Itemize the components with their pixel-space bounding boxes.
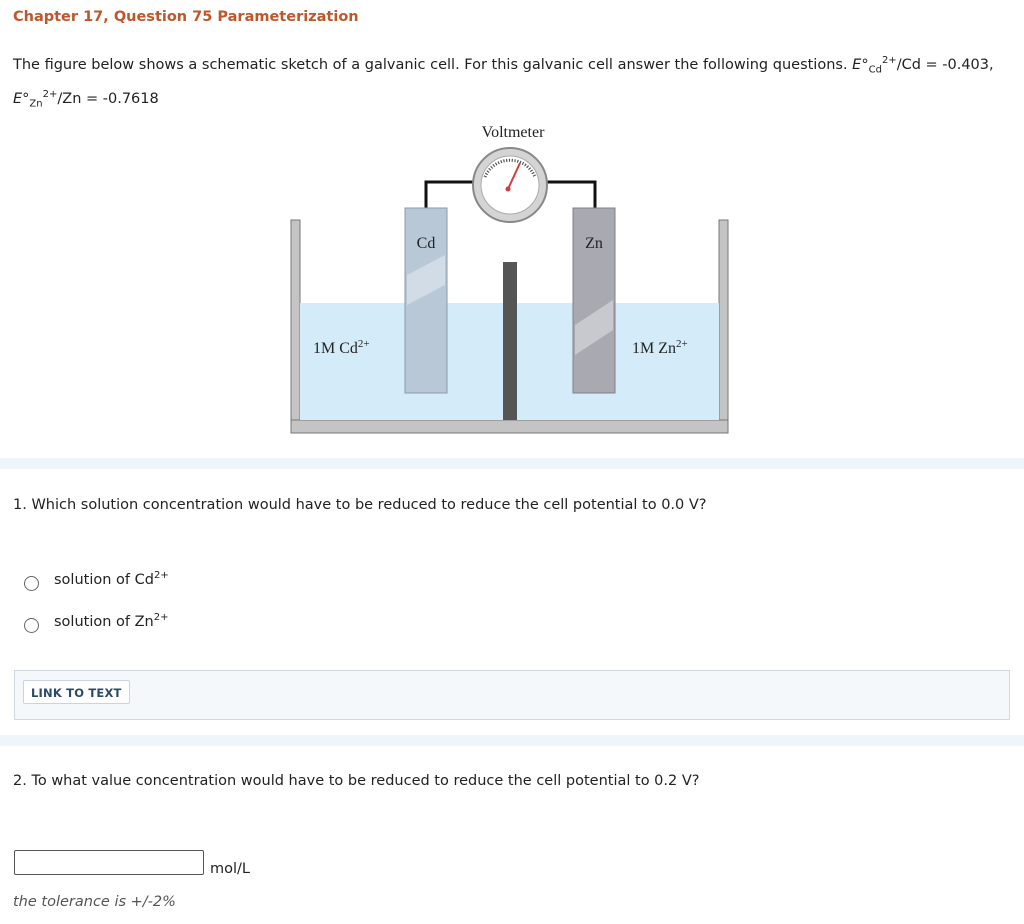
- link-to-text-button[interactable]: LINK TO TEXT: [23, 680, 130, 704]
- option-zn-label[interactable]: [54, 612, 169, 630]
- container-left-wall: [291, 220, 300, 433]
- cd-ion-sub: Cd: [868, 64, 882, 76]
- potential-symbol-cd: E°: [852, 56, 869, 73]
- question-2-text: 2. To what value concentration would have to be reduced to reduce the cell potential to 0.2 V?: [13, 773, 700, 789]
- answer-input[interactable]: [14, 850, 204, 875]
- cd-potential-value: /Cd = -0.403,: [896, 56, 994, 73]
- section-divider: [0, 458, 1024, 469]
- needle-pivot: [506, 187, 511, 192]
- radio-zn[interactable]: [24, 618, 39, 633]
- page-title: Chapter 17, Question 75 Parameterization: [13, 9, 359, 25]
- zn-ion-sub: Zn: [29, 98, 43, 110]
- option-cd-charge: 2+: [153, 570, 169, 581]
- option-zn-text: solution of Zn: [54, 613, 154, 630]
- voltmeter-label: Voltmeter: [481, 124, 545, 141]
- cd-electrode-label: Cd: [416, 235, 436, 252]
- zn-potential-value: /Zn = -0.7618: [57, 90, 159, 107]
- option-cd-label[interactable]: [54, 570, 169, 588]
- tolerance-note: the tolerance is +/-2%: [13, 894, 176, 910]
- unit-label: mol/L: [210, 861, 250, 877]
- zn-charge-sup: 2+: [42, 88, 58, 100]
- option-cd[interactable]: [24, 570, 169, 591]
- option-zn-charge: 2+: [153, 612, 169, 623]
- cd-charge-sup: 2+: [881, 55, 897, 66]
- question-intro: [13, 49, 1013, 116]
- link-panel: [14, 670, 1010, 720]
- left-wire: [426, 182, 475, 210]
- galvanic-cell-figure: [285, 115, 745, 445]
- left-solution-charge: 2+: [357, 338, 370, 350]
- porous-barrier: [503, 262, 517, 420]
- section-divider: [0, 735, 1024, 746]
- potential-symbol-zn: E°: [13, 90, 30, 107]
- radio-cd[interactable]: [24, 576, 39, 591]
- question-1-text: 1. Which solution concentration would have to be reduced to reduce the cell potential to 0.0 V?: [13, 497, 707, 513]
- zn-electrode-label: Zn: [585, 235, 603, 252]
- left-solution-text: 1M Cd: [313, 340, 358, 357]
- intro-text: The figure below shows a schematic sketch of a galvanic cell. For this galvanic cell answer the following questions.: [13, 56, 853, 73]
- right-wire: [545, 182, 595, 210]
- option-cd-text: solution of Cd: [54, 571, 154, 588]
- option-zn[interactable]: [24, 612, 169, 633]
- container-right-wall: [719, 220, 728, 433]
- right-solution-text: 1M Zn: [632, 340, 676, 357]
- right-solution-charge: 2+: [676, 338, 688, 350]
- container-bottom: [291, 420, 728, 433]
